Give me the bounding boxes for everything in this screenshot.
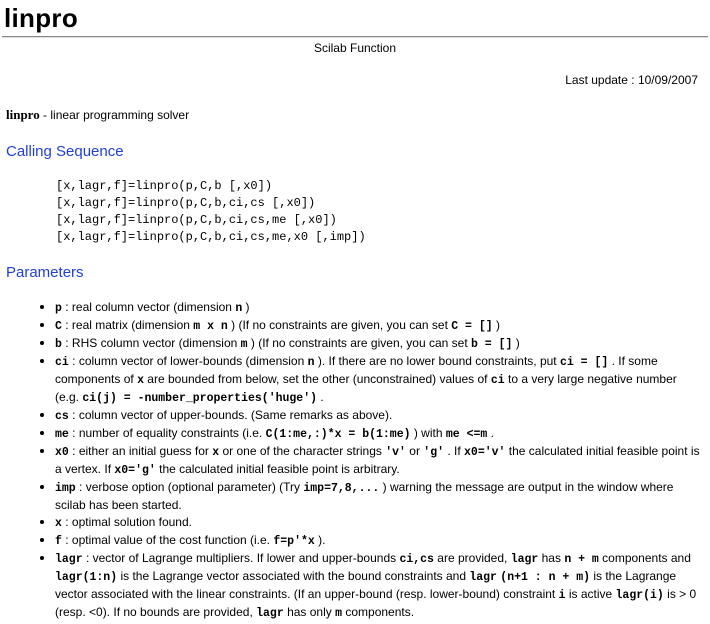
param-code: f=p'*x	[273, 535, 315, 548]
param-code: x0	[55, 446, 69, 459]
calling-line: [x,lagr,f]=linpro(p,C,b,ci,cs,me,x0 [,imp])	[56, 230, 366, 244]
param-text: )	[242, 300, 250, 314]
calling-line: [x,lagr,f]=linpro(p,C,b,ci,cs [,x0])	[56, 196, 316, 210]
param-code: f	[55, 535, 62, 548]
param-x	[38, 514, 702, 532]
param-code: n	[235, 302, 243, 315]
param-code: lagr(1:n)	[55, 571, 118, 584]
page-title: linpro	[4, 3, 79, 33]
param-text: : number of equality constraints (i.e.	[68, 426, 266, 440]
param-text: has only	[283, 605, 336, 619]
param-text: or one of the character strings	[219, 444, 386, 458]
function-name: linpro	[6, 107, 40, 122]
param-text: to a very large negative number (e.g.	[55, 372, 677, 404]
param-text: . If	[444, 444, 465, 458]
param-code: b	[55, 338, 62, 351]
param-code: cs	[55, 410, 69, 423]
param-text: ) warning the message are output in the window where scilab has been started.	[55, 480, 674, 512]
param-text: or	[405, 444, 424, 458]
param-me	[38, 425, 702, 443]
param-text: the calculated initial feasible point is arbitrary.	[155, 462, 400, 476]
param-code: lagr	[256, 607, 284, 620]
param-text: the calculated initial feasible point is a vertex. If	[55, 444, 700, 476]
param-code: b = []	[471, 338, 513, 351]
function-description: - linear programming solver	[39, 108, 190, 122]
param-code: lagr	[510, 553, 539, 566]
param-code: 'v'	[385, 446, 406, 459]
param-text: ). If there are no lower bound constraints, put	[314, 354, 560, 368]
param-text: . If some components of	[55, 354, 658, 386]
param-code: ci = []	[559, 356, 609, 369]
param-p	[38, 299, 702, 317]
param-code: n + m	[564, 553, 599, 566]
param-code: lagr(i)	[615, 589, 664, 602]
param-text: : column vector of upper-bounds. (Same remarks as above).	[68, 408, 393, 422]
param-text: : real column vector (dimension	[61, 300, 236, 314]
param-code: 'g'	[423, 446, 445, 459]
parameter-list	[38, 299, 702, 622]
param-text: : real matrix (dimension	[61, 318, 194, 332]
param-code: ci	[490, 374, 505, 387]
param-code: x0='v'	[464, 446, 506, 459]
param-C	[38, 317, 702, 335]
param-text: .	[487, 426, 494, 440]
calling-line: [x,lagr,f]=linpro(p,C,b [,x0])	[56, 179, 273, 193]
param-text: is active	[565, 587, 616, 601]
param-text: ) (If no constraints are given, you can set	[247, 336, 471, 350]
param-code: p	[55, 302, 62, 315]
param-text: )	[492, 318, 501, 332]
param-code: lagr	[55, 553, 83, 566]
param-code: C = []	[451, 320, 493, 333]
param-text: .	[317, 390, 324, 404]
param-text: : optimal solution found.	[61, 515, 192, 529]
param-x0	[38, 443, 702, 479]
param-text: : vector of Lagrange multipliers. If lower and upper-bounds	[82, 551, 400, 565]
param-text: : column vector of lower-bounds (dimension	[68, 354, 308, 368]
calling-line: [x,lagr,f]=linpro(p,C,b,ci,cs,me [,x0])	[56, 213, 337, 227]
param-code: C(1:me,:)*x = b(1:me)	[265, 428, 411, 441]
param-text: ).	[314, 533, 326, 547]
param-code: n	[307, 356, 315, 369]
param-code: C	[55, 320, 62, 333]
param-code: m	[335, 607, 343, 620]
param-code: imp	[55, 482, 76, 495]
param-code: ci	[55, 356, 69, 369]
param-text: is > 0 (resp. <0). If no bounds are provided,	[55, 587, 697, 619]
param-code: (n+1 : n + m)	[500, 571, 591, 584]
param-text: : RHS column vector (dimension	[61, 336, 241, 350]
param-text: is the Lagrange vector associated with the bound constraints and	[117, 569, 470, 583]
param-f	[38, 532, 702, 550]
param-code: x	[55, 517, 62, 530]
parameters-heading: Parameters	[6, 264, 84, 281]
calling-sequence-heading: Calling Sequence	[6, 143, 124, 160]
param-text: are bounded from below, set the other (unconstrained) values of	[143, 372, 491, 386]
param-code: m x n	[193, 320, 228, 333]
last-update: Last update : 10/09/2007	[565, 73, 698, 87]
function-summary	[6, 107, 189, 123]
param-text: : either an initial guess for	[68, 444, 213, 458]
param-code: i	[558, 589, 566, 602]
param-text: ) (If no constraints are given, you can set	[227, 318, 452, 332]
title-divider	[2, 36, 708, 38]
param-text: are provided,	[433, 551, 511, 565]
param-code: me <=m	[445, 428, 488, 441]
param-code: x	[212, 446, 220, 459]
param-text: : optimal value of the cost function (i.e.	[61, 533, 274, 547]
param-text: ) with	[410, 426, 446, 440]
param-code: imp=7,8,...	[303, 482, 380, 495]
param-code: x	[137, 374, 144, 387]
param-text: has	[538, 551, 565, 565]
param-text: components.	[342, 605, 415, 619]
param-code: me	[55, 428, 69, 441]
param-code: lagr	[469, 571, 497, 584]
param-cs	[38, 407, 702, 425]
param-b	[38, 335, 702, 353]
param-lagr	[38, 550, 702, 622]
param-text: )	[512, 336, 520, 350]
param-code: ci(j) = -number_properties('huge')	[82, 392, 317, 405]
param-code: ci,cs	[399, 553, 434, 566]
param-imp	[38, 479, 702, 514]
function-category: Scilab Function	[313, 41, 397, 55]
param-code: m	[240, 338, 248, 351]
param-code: x0='g'	[114, 464, 156, 477]
calling-sequence-code	[56, 178, 366, 246]
param-text: components and	[598, 551, 691, 565]
param-ci	[38, 353, 702, 407]
param-text: is the Lagrange vector associated with the linear constraints. (If an upper-bound (resp. lower-bound) constraint	[55, 569, 677, 601]
param-text: : verbose option (optional parameter) (Try	[75, 480, 304, 494]
